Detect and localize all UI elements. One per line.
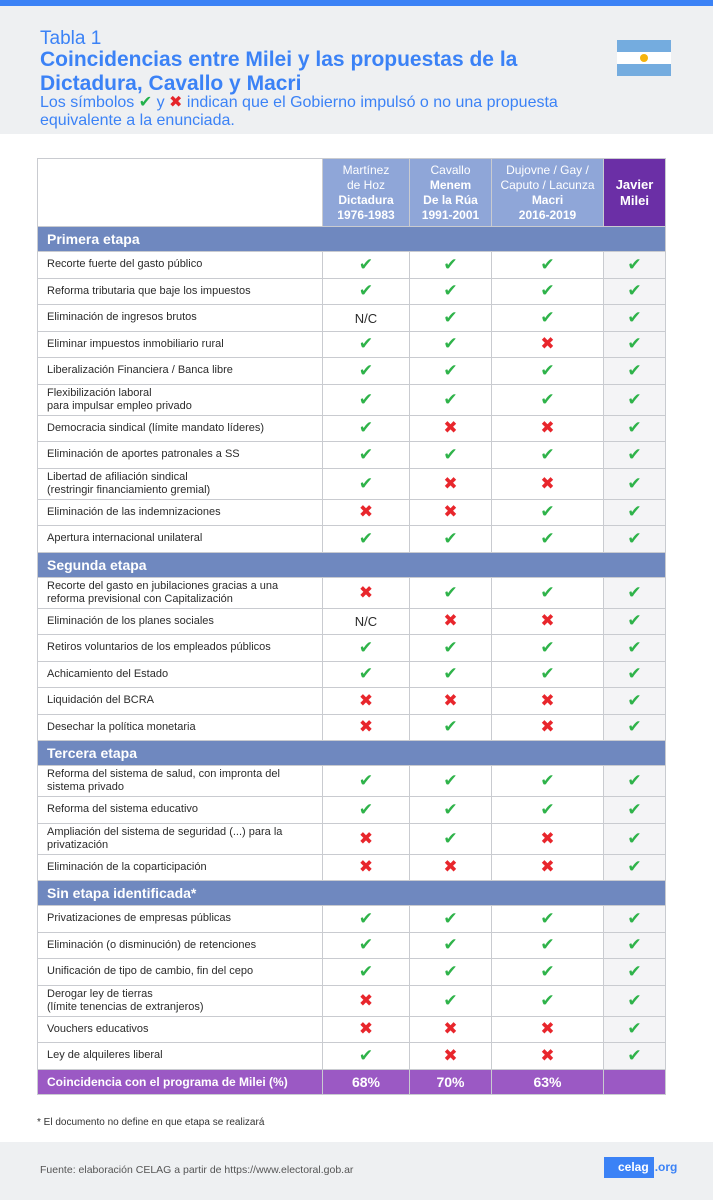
proposal-label: Recorte del gasto en jubilaciones gracias a una reforma previsional con Capitalización: [38, 577, 323, 608]
check-icon: ✔: [323, 959, 410, 986]
check-icon: ✔: [604, 305, 666, 332]
table-row: [38, 985, 666, 1016]
proposal-label: Recorte fuerte del gasto público: [38, 252, 323, 279]
cross-icon: ✖: [410, 415, 492, 442]
check-icon: ✔: [323, 358, 410, 385]
cross-icon: ✖: [492, 608, 604, 635]
page-subtitle: [40, 94, 580, 130]
check-icon: ✔: [323, 906, 410, 933]
check-icon: ✔: [323, 331, 410, 358]
table-row: [38, 442, 666, 469]
col-header-line: Milei: [620, 192, 649, 208]
cross-icon: ✖: [410, 688, 492, 715]
not-applicable-mark: N/C: [323, 305, 410, 332]
check-icon: ✔: [410, 442, 492, 469]
check-icon: ✔: [492, 959, 604, 986]
check-icon: ✔: [604, 331, 666, 358]
section-title: Tercera etapa: [38, 741, 666, 766]
check-icon: ✔: [604, 797, 666, 824]
proposal-label: Eliminación de las indemnizaciones: [38, 499, 323, 526]
col-header-line: Caputo / Lacunza: [500, 177, 595, 192]
check-icon: ✔: [323, 252, 410, 279]
check-icon: ✔: [604, 526, 666, 553]
check-icon: ✔: [492, 932, 604, 959]
check-icon: ✔: [604, 415, 666, 442]
check-icon: ✔: [604, 252, 666, 279]
check-icon: ✔: [492, 766, 604, 797]
footnote: * El documento no define en que etapa se realizará: [37, 1117, 265, 1128]
check-icon: ✔: [604, 577, 666, 608]
table-row: [38, 932, 666, 959]
check-icon: ✔: [410, 331, 492, 358]
header-panel: [0, 6, 713, 134]
total-row: [38, 1069, 666, 1094]
col-header-line: 1976-1983: [337, 207, 395, 222]
check-icon: ✔: [323, 278, 410, 305]
cross-icon: ✖: [492, 415, 604, 442]
total-value-cavallo: 70%: [410, 1069, 492, 1094]
cross-icon: ✖: [410, 499, 492, 526]
cross-icon: ✖: [323, 1016, 410, 1043]
cross-icon: ✖: [492, 1043, 604, 1070]
col-header-line: Dujovne / Gay /: [506, 162, 589, 177]
section-title: Sin etapa identificada*: [38, 881, 666, 906]
table-row: [38, 468, 666, 499]
col-header-line: Martínez: [342, 162, 390, 177]
cross-icon: ✖: [492, 331, 604, 358]
check-icon: ✔: [604, 442, 666, 469]
check-icon: ✔: [410, 305, 492, 332]
check-icon: ✔: [410, 384, 492, 415]
table-row: [38, 797, 666, 824]
table-row: [38, 415, 666, 442]
cross-icon: ✖: [492, 1016, 604, 1043]
check-icon: ✔: [604, 358, 666, 385]
check-icon: ✔: [323, 468, 410, 499]
page-title: Coincidencias entre Milei y las propuestas de la Dictadura, Cavallo y Macri: [40, 48, 518, 95]
celag-logo: [604, 1156, 677, 1178]
table-header-row: [38, 159, 666, 227]
col-header-line: Menem: [429, 177, 472, 192]
logo-main: celag: [604, 1157, 654, 1178]
check-icon: ✔: [604, 661, 666, 688]
proposal-label: Eliminar impuestos inmobiliario rural: [38, 331, 323, 358]
check-icon: ✔: [604, 854, 666, 881]
table-row: [38, 688, 666, 715]
check-icon: ✔: [604, 932, 666, 959]
check-icon: ✔: [492, 985, 604, 1016]
check-icon: ✔: [323, 384, 410, 415]
table-row: [38, 384, 666, 415]
table-row: [38, 577, 666, 608]
total-label: Coincidencia con el programa de Milei (%): [38, 1069, 323, 1094]
proposal-label: Eliminación de ingresos brutos: [38, 305, 323, 332]
col-header-line: 2016-2019: [518, 207, 577, 222]
check-icon: ✔: [492, 526, 604, 553]
col-header-line: Javier: [615, 176, 654, 192]
proposal-label: Vouchers educativos: [38, 1016, 323, 1043]
proposal-label: Desechar la política monetaria: [38, 714, 323, 741]
proposal-label: Reforma tributaria que baje los impuestos: [38, 278, 323, 305]
section-title: Segunda etapa: [38, 552, 666, 577]
check-icon: ✔: [323, 797, 410, 824]
subtitle-pre: Los símbolos: [40, 94, 135, 111]
col-header-line: 1991-2001: [421, 207, 480, 222]
check-icon: ✔: [604, 688, 666, 715]
table-row: [38, 608, 666, 635]
proposal-label: Privatizaciones de empresas públicas: [38, 906, 323, 933]
table-row: [38, 661, 666, 688]
check-icon: ✔: [604, 823, 666, 854]
proposal-label: Eliminación de la coparticipación: [38, 854, 323, 881]
table-row: [38, 854, 666, 881]
cross-icon: ✖: [492, 854, 604, 881]
column-header-milei: [604, 159, 666, 227]
proposal-label: Democracia sindical (límite mandato líderes): [38, 415, 323, 442]
check-icon: ✔: [323, 932, 410, 959]
check-icon: ✔: [410, 358, 492, 385]
cross-icon: ✖: [323, 499, 410, 526]
check-icon: ✔: [604, 1043, 666, 1070]
check-icon: ✔: [410, 797, 492, 824]
section-header-row: [38, 552, 666, 577]
cross-icon: ✖: [410, 608, 492, 635]
check-icon: ✔: [492, 906, 604, 933]
proposal-label: Flexibilización laboral para impulsar empleo privado: [38, 384, 323, 415]
check-icon: ✔: [410, 577, 492, 608]
total-value-martinez-de-hoz: 68%: [323, 1069, 410, 1094]
check-icon: ✔: [323, 526, 410, 553]
cross-icon: ✖: [323, 854, 410, 881]
check-icon: ✔: [323, 661, 410, 688]
proposal-label: Derogar ley de tierras (límite tenencias de extranjeros): [38, 985, 323, 1016]
table-row: [38, 252, 666, 279]
source-text: Fuente: elaboración CELAG a partir de https://www.electoral.gob.ar: [40, 1164, 354, 1176]
proposal-label: Reforma del sistema de salud, con impronta del sistema privado: [38, 766, 323, 797]
not-applicable-mark: N/C: [323, 608, 410, 635]
check-icon: ✔: [492, 252, 604, 279]
col-header-line: Cavallo: [430, 162, 471, 177]
header-blank-cell: [38, 159, 323, 227]
table-row: [38, 278, 666, 305]
check-icon: ✔: [323, 415, 410, 442]
table-row: [38, 1016, 666, 1043]
proposal-label: Unificación de tipo de cambio, fin del cepo: [38, 959, 323, 986]
check-icon: ✔: [492, 384, 604, 415]
check-icon: ✔: [323, 1043, 410, 1070]
table-body: [38, 227, 666, 1070]
proposal-label: Liquidación del BCRA: [38, 688, 323, 715]
cross-icon: ✖: [492, 823, 604, 854]
check-icon: ✔: [410, 906, 492, 933]
table-row: [38, 906, 666, 933]
table-row: [38, 499, 666, 526]
proposal-label: Ley de alquileres liberal: [38, 1043, 323, 1070]
table-row: [38, 959, 666, 986]
check-icon: ✔: [492, 278, 604, 305]
table-row: [38, 526, 666, 553]
check-icon: ✔: [604, 635, 666, 662]
check-icon: ✔: [604, 766, 666, 797]
footer-panel: [0, 1142, 713, 1200]
table-row: [38, 1043, 666, 1070]
col-header-line: de Hoz: [346, 177, 386, 192]
check-icon: ✔: [492, 442, 604, 469]
total-value-milei: [604, 1069, 666, 1094]
check-icon: ✔: [410, 959, 492, 986]
proposal-label: Eliminación (o disminución) de retenciones: [38, 932, 323, 959]
check-icon: ✔: [492, 635, 604, 662]
check-icon: ✔: [410, 526, 492, 553]
cross-icon: ✖: [323, 688, 410, 715]
table-number: Tabla 1: [40, 28, 102, 49]
check-icon: ✔: [604, 278, 666, 305]
proposal-label: Achicamiento del Estado: [38, 661, 323, 688]
col-header-line: Macri: [531, 192, 564, 207]
cross-icon: ✖: [323, 985, 410, 1016]
check-icon: ✔: [410, 278, 492, 305]
total-value-macri: 63%: [492, 1069, 604, 1094]
section-header-row: [38, 227, 666, 252]
check-icon: ✔: [492, 577, 604, 608]
check-icon: ✔: [492, 499, 604, 526]
check-icon: ✔: [604, 468, 666, 499]
check-icon: ✔: [323, 766, 410, 797]
cross-icon: ✖: [492, 468, 604, 499]
cross-icon: ✖: [323, 714, 410, 741]
table-row: [38, 358, 666, 385]
proposal-label: Ampliación del sistema de seguridad (...) para la privatización: [38, 823, 323, 854]
proposal-label: Libertad de afiliación sindical (restringir financiamiento gremial): [38, 468, 323, 499]
cross-icon: ✖: [492, 714, 604, 741]
check-icon: ✔: [410, 985, 492, 1016]
check-icon: ✔: [410, 661, 492, 688]
check-icon: ✔: [323, 635, 410, 662]
check-icon: ✔: [410, 714, 492, 741]
check-icon: ✔: [604, 608, 666, 635]
cross-icon: ✖: [410, 1016, 492, 1043]
subtitle-and: y: [156, 94, 165, 111]
argentina-flag-icon: [617, 40, 671, 76]
check-icon: ✔: [323, 442, 410, 469]
check-icon: ✔: [604, 1016, 666, 1043]
proposal-label: Apertura internacional unilateral: [38, 526, 323, 553]
cross-icon: ✖: [410, 468, 492, 499]
cross-icon: ✖: [323, 823, 410, 854]
proposal-label: Retiros voluntarios de los empleados públicos: [38, 635, 323, 662]
column-header-cavallo: [410, 159, 492, 227]
check-icon: ✔: [138, 94, 153, 111]
check-icon: ✔: [604, 906, 666, 933]
check-icon: ✔: [604, 384, 666, 415]
cross-icon: ✖: [169, 94, 183, 111]
cross-icon: ✖: [492, 688, 604, 715]
column-header-martinez-de-hoz: [323, 159, 410, 227]
table-row: [38, 823, 666, 854]
check-icon: ✔: [492, 797, 604, 824]
check-icon: ✔: [492, 661, 604, 688]
check-icon: ✔: [492, 305, 604, 332]
cross-icon: ✖: [410, 1043, 492, 1070]
column-header-macri: [492, 159, 604, 227]
check-icon: ✔: [604, 714, 666, 741]
check-icon: ✔: [410, 932, 492, 959]
check-icon: ✔: [410, 766, 492, 797]
section-header-row: [38, 741, 666, 766]
logo-suffix: .org: [654, 1160, 678, 1174]
subtitle-post: indican que el Gobierno impulsó o no una propuesta equivalente a la enunciada.: [40, 94, 558, 129]
check-icon: ✔: [604, 499, 666, 526]
table-row: [38, 635, 666, 662]
proposal-label: Eliminación de aportes patronales a SS: [38, 442, 323, 469]
col-header-line: Dictadura: [338, 192, 394, 207]
cross-icon: ✖: [410, 854, 492, 881]
proposal-label: Eliminación de los planes sociales: [38, 608, 323, 635]
check-icon: ✔: [410, 252, 492, 279]
table-row: [38, 305, 666, 332]
table-row: [38, 766, 666, 797]
col-header-line: De la Rúa: [423, 192, 478, 207]
table-row: [38, 331, 666, 358]
proposal-label: Reforma del sistema educativo: [38, 797, 323, 824]
check-icon: ✔: [492, 358, 604, 385]
section-title: Primera etapa: [38, 227, 666, 252]
table-row: [38, 714, 666, 741]
comparison-table: [37, 158, 666, 1095]
proposal-label: Liberalización Financiera / Banca libre: [38, 358, 323, 385]
section-header-row: [38, 881, 666, 906]
check-icon: ✔: [604, 985, 666, 1016]
cross-icon: ✖: [323, 577, 410, 608]
check-icon: ✔: [410, 823, 492, 854]
check-icon: ✔: [604, 959, 666, 986]
check-icon: ✔: [410, 635, 492, 662]
